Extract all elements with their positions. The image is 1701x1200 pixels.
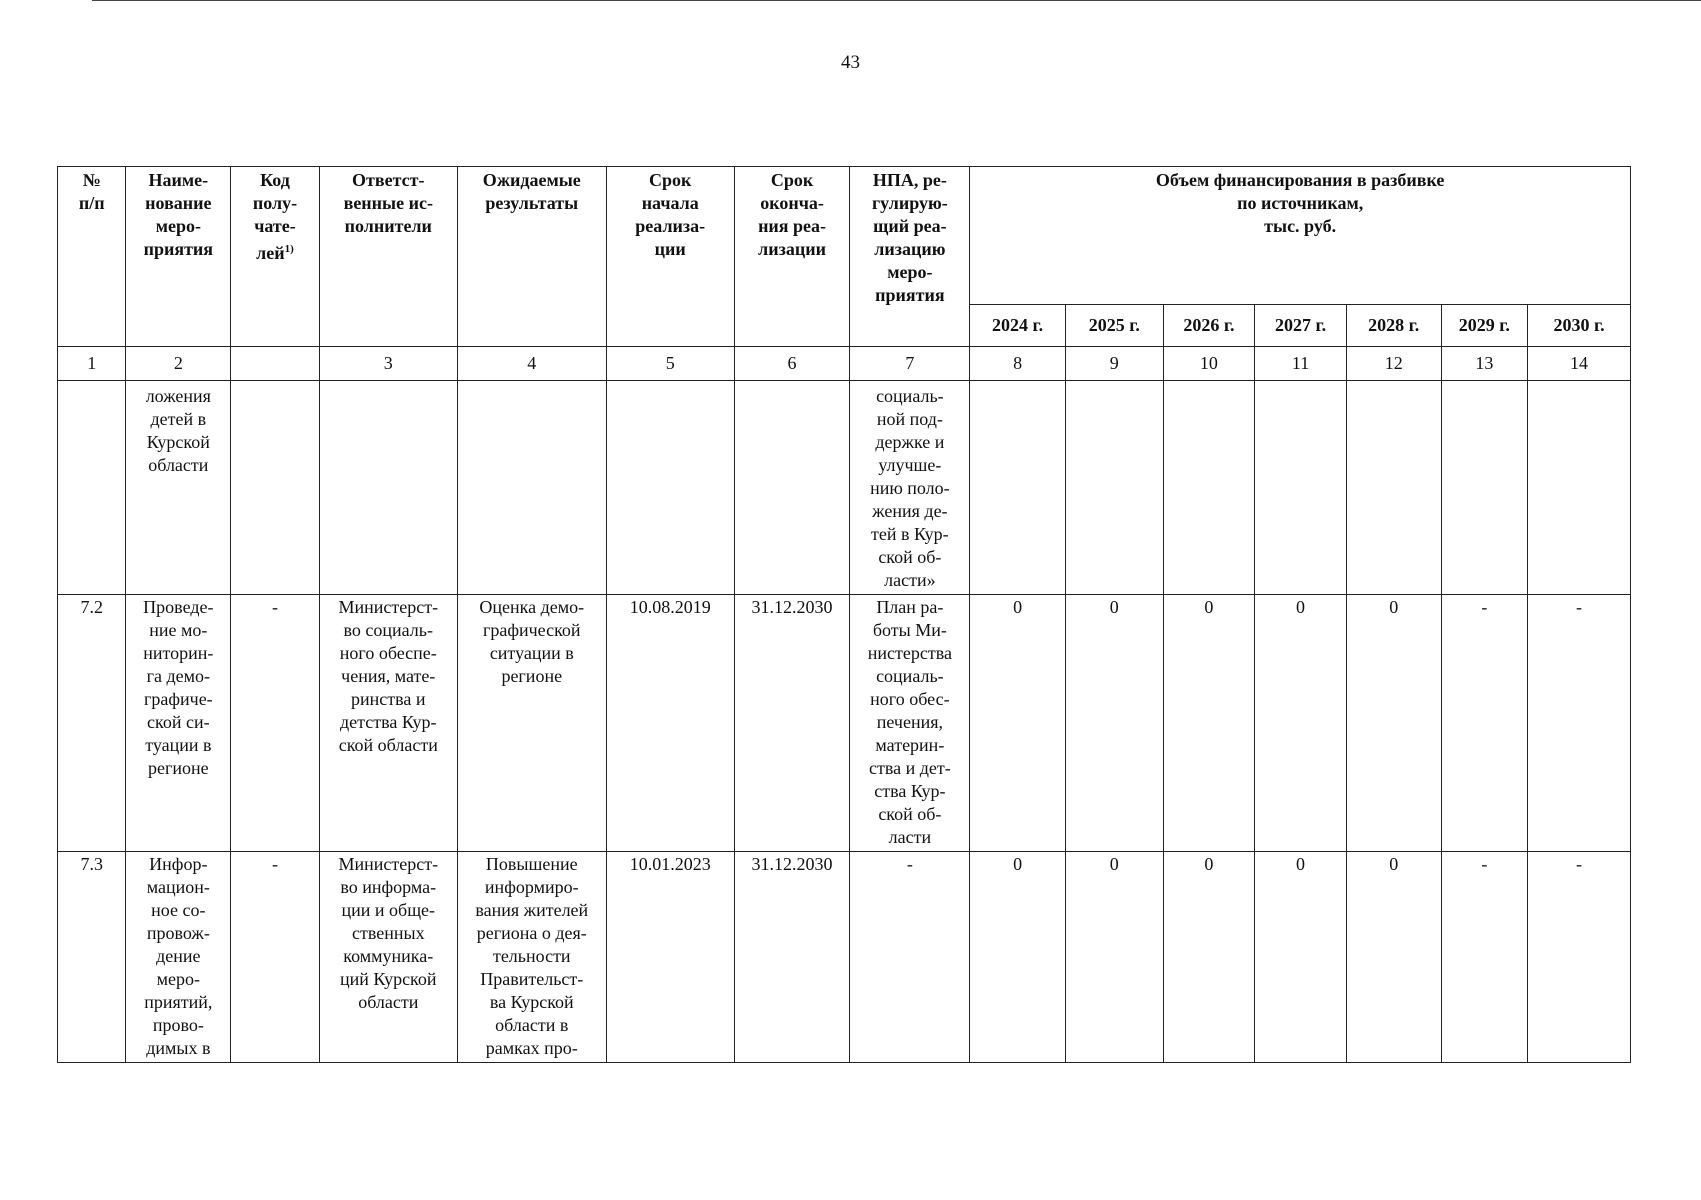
table-row bbox=[58, 595, 1631, 852]
cell-code: - bbox=[231, 595, 320, 852]
cell-funding: - bbox=[1528, 595, 1631, 852]
cell-responsible bbox=[319, 381, 457, 595]
cell-funding: - bbox=[1441, 852, 1528, 1063]
cell-results: Повышение информиро- вания жителей региона о дея- тельности Правительст- ва Курской области в рамках про- bbox=[457, 852, 606, 1063]
cell-npa: План ра- боты Ми- нистерства социаль- ного обес- печения, материн- ства и дет- ства Кур- ской об- ласти bbox=[850, 595, 970, 852]
header-responsible: Ответст- венные ис- полнители bbox=[319, 167, 457, 347]
cell-funding bbox=[970, 381, 1066, 595]
column-number: 7 bbox=[850, 347, 970, 381]
cell-funding bbox=[1441, 381, 1528, 595]
cell-responsible: Министерст- во социаль- ного обеспе- чения, мате- ринства и детства Кур- ской области bbox=[319, 595, 457, 852]
table-row bbox=[58, 381, 1631, 595]
column-number: 8 bbox=[970, 347, 1066, 381]
header-start-date: Срок начала реализа- ции bbox=[606, 167, 734, 347]
cell-start: 10.01.2023 bbox=[606, 852, 734, 1063]
cell-funding: 0 bbox=[1346, 595, 1441, 852]
cell-funding bbox=[1346, 381, 1441, 595]
footnote-marker: 1) bbox=[284, 243, 294, 255]
column-number: 14 bbox=[1528, 347, 1631, 381]
cell-name: Инфор- мацион- ное со- провож- дение меро- приятий, прово- димых в bbox=[126, 852, 231, 1063]
header-funding: Объем финансирования в разбивке по источникам, тыс. руб. bbox=[970, 167, 1631, 305]
cell-funding: 0 bbox=[970, 852, 1066, 1063]
cell-funding bbox=[1163, 381, 1255, 595]
header-year: 2024 г. bbox=[970, 305, 1066, 347]
header-results: Ожидаемые результаты bbox=[457, 167, 606, 347]
cell-end: 31.12.2030 bbox=[734, 852, 850, 1063]
cell-funding: 0 bbox=[1255, 852, 1347, 1063]
column-number bbox=[231, 347, 320, 381]
cell-start: 10.08.2019 bbox=[606, 595, 734, 852]
cell-funding: 0 bbox=[1065, 852, 1163, 1063]
header-row bbox=[58, 167, 1631, 305]
cell-number: 7.3 bbox=[58, 852, 126, 1063]
header-end-date: Срок оконча- ния реа- лизации bbox=[734, 167, 850, 347]
column-number: 3 bbox=[319, 347, 457, 381]
column-number: 9 bbox=[1065, 347, 1163, 381]
cell-results bbox=[457, 381, 606, 595]
cell-funding: 0 bbox=[1163, 595, 1255, 852]
cell-funding: 0 bbox=[1255, 595, 1347, 852]
column-number-row bbox=[58, 347, 1631, 381]
top-border-line bbox=[92, 0, 1701, 1]
cell-funding: - bbox=[1528, 852, 1631, 1063]
header-year: 2025 г. bbox=[1065, 305, 1163, 347]
header-number: № п/п bbox=[58, 167, 126, 347]
cell-end: 31.12.2030 bbox=[734, 595, 850, 852]
header-name: Наиме- нование меро- приятия bbox=[126, 167, 231, 347]
cell-name: Проведе- ние мо- ниторин- га демо- графиче- ской си- туации в регионе bbox=[126, 595, 231, 852]
column-number: 10 bbox=[1163, 347, 1255, 381]
column-number: 1 bbox=[58, 347, 126, 381]
cell-funding: - bbox=[1441, 595, 1528, 852]
header-recipient-code-text: Код полу- чате- лей bbox=[252, 170, 298, 263]
cell-npa: - bbox=[850, 852, 970, 1063]
header-year: 2028 г. bbox=[1346, 305, 1441, 347]
cell-funding: 0 bbox=[1163, 852, 1255, 1063]
cell-funding bbox=[1255, 381, 1347, 595]
cell-funding: 0 bbox=[1065, 595, 1163, 852]
column-number: 13 bbox=[1441, 347, 1528, 381]
cell-npa: социаль- ной под- держке и улучше- нию поло- жения де- тей в Кур- ской об- ласти» bbox=[850, 381, 970, 595]
column-number: 12 bbox=[1346, 347, 1441, 381]
cell-number bbox=[58, 381, 126, 595]
page-number: 43 bbox=[841, 52, 860, 73]
cell-funding: 0 bbox=[970, 595, 1066, 852]
header-year: 2029 г. bbox=[1441, 305, 1528, 347]
cell-responsible: Министерст- во информа- ции и обще- ственных коммуника- ций Курской области bbox=[319, 852, 457, 1063]
cell-start bbox=[606, 381, 734, 595]
column-number: 6 bbox=[734, 347, 850, 381]
cell-number: 7.2 bbox=[58, 595, 126, 852]
cell-funding bbox=[1065, 381, 1163, 595]
header-year: 2026 г. bbox=[1163, 305, 1255, 347]
cell-name: ложения детей в Курской области bbox=[126, 381, 231, 595]
cell-funding: 0 bbox=[1346, 852, 1441, 1063]
header-year: 2030 г. bbox=[1528, 305, 1631, 347]
cell-results: Оценка демо- графической ситуации в регионе bbox=[457, 595, 606, 852]
column-number: 2 bbox=[126, 347, 231, 381]
column-number: 5 bbox=[606, 347, 734, 381]
header-recipient-code bbox=[231, 167, 320, 347]
cell-code: - bbox=[231, 852, 320, 1063]
cell-code bbox=[231, 381, 320, 595]
cell-end bbox=[734, 381, 850, 595]
column-number: 11 bbox=[1255, 347, 1347, 381]
cell-funding bbox=[1528, 381, 1631, 595]
header-npa: НПА, ре- гулирую- щий реа- лизацию меро- приятия bbox=[850, 167, 970, 347]
column-number: 4 bbox=[457, 347, 606, 381]
measures-table bbox=[57, 166, 1631, 1063]
header-year: 2027 г. bbox=[1255, 305, 1347, 347]
table-row bbox=[58, 852, 1631, 1063]
